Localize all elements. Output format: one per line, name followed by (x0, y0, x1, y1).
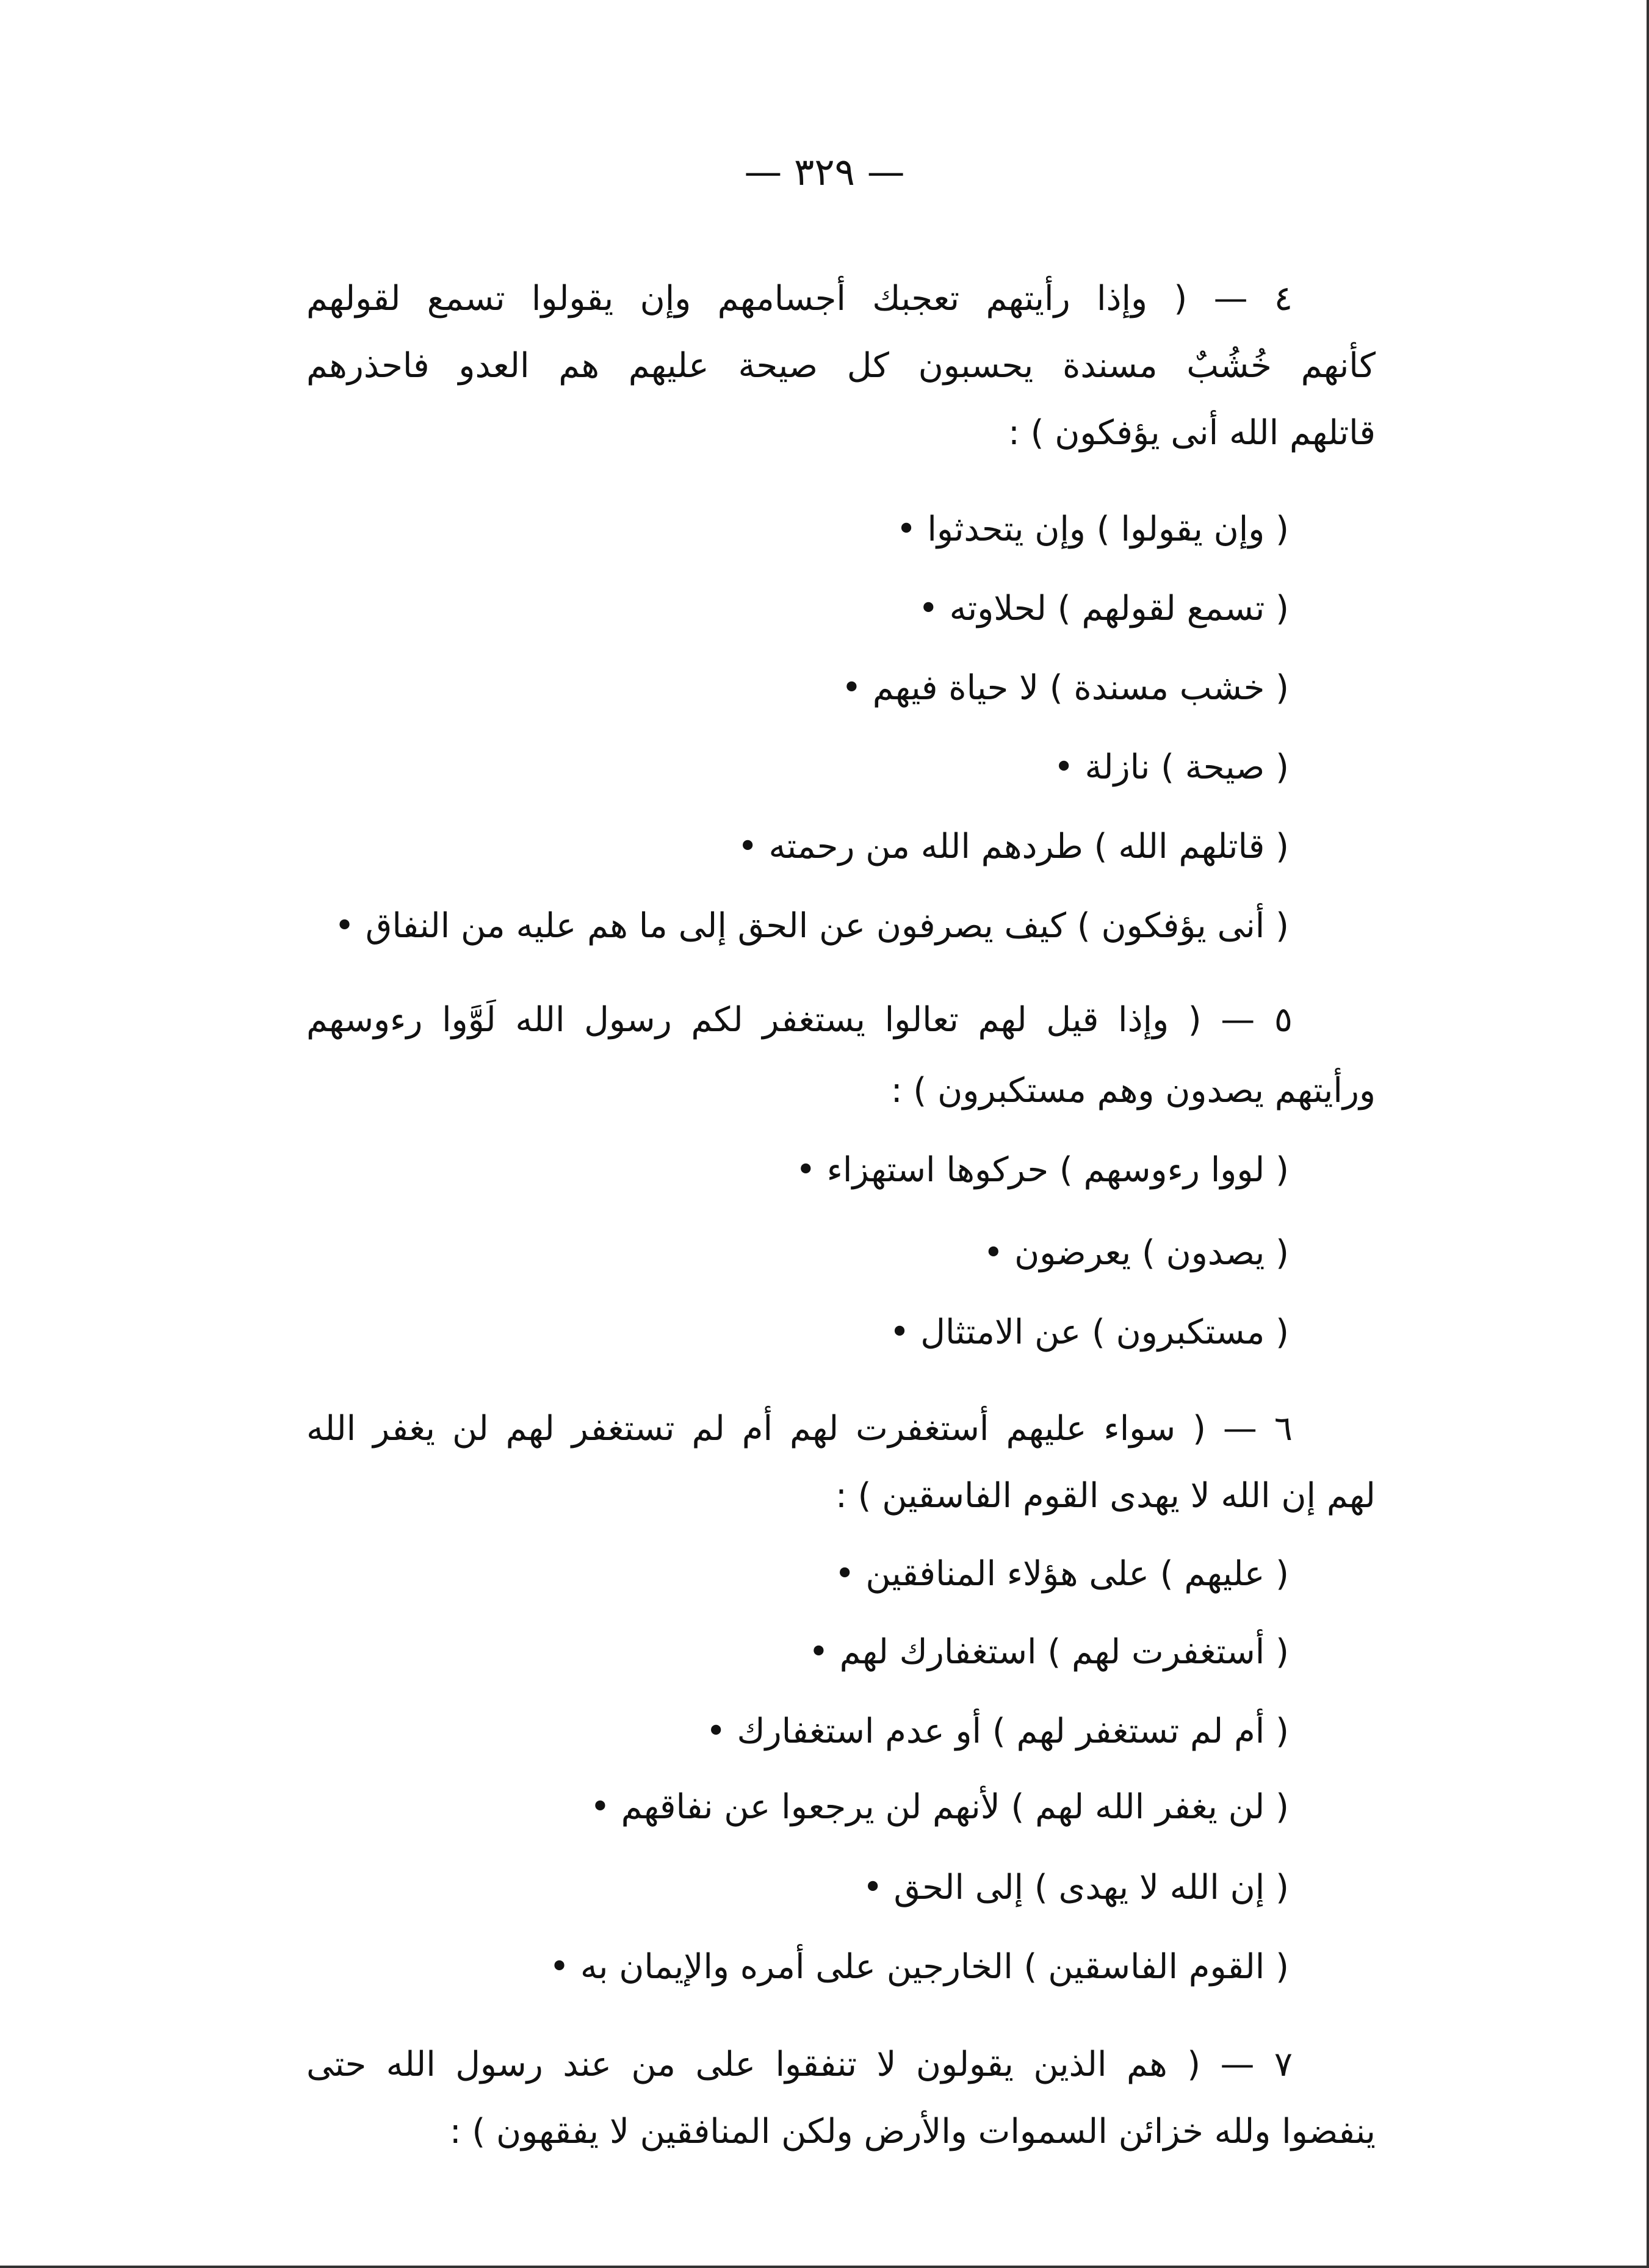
gloss-line: ( قاتلهم الله ) طردهم الله من رحمته • (737, 827, 1289, 866)
gloss-line: ( القوم الفاسقين ) الخارجين على أمره والإيمان به • (549, 1947, 1289, 1987)
gloss-line: ( لن يغفر الله لهم ) لأنهم لن يرجعوا عن نفاقهم • (590, 1787, 1289, 1827)
gloss-line: ( لووا رءوسهم ) حركوها استهزاء • (795, 1150, 1289, 1190)
verse-7-line-2: ينفضوا ولله خزائن السموات والأرض ولكن المنافقين لا يفقهون ) : (449, 2112, 1376, 2151)
gloss-line: ( أنى يؤفكون ) كيف يصرفون عن الحق إلى ما هم عليه من النفاق • (334, 906, 1289, 946)
verse-6-line-2: لهم إن الله لا يهدى القوم الفاسقين ) : (835, 1476, 1376, 1516)
gloss-line: ( وإن يقولوا ) وإن يتحدثوا • (896, 509, 1289, 549)
verse-5-line-1: ٥ — ( وإذا قيل لهم تعالوا يستغفر لكم رسول الله لَوَّوا رءوسهم (306, 1000, 1293, 1040)
verse-5-line-2: ورأيتهم يصدون وهم مستكبرون ) : (890, 1071, 1376, 1111)
verse-4-line-2: كأنهم خُشُبٌ مسندة يحسبون كل صيحة عليهم هم العدو فاحذرهم (306, 346, 1376, 386)
gloss-line: ( خشب مسندة ) لا حياة فيهم • (841, 668, 1289, 708)
gloss-line: ( أم لم تستغفر لهم ) أو عدم استغفارك • (705, 1712, 1289, 1751)
verse-4-line-3: قاتلهم الله أنى يؤفكون ) : (1008, 413, 1376, 453)
gloss-line: ( تسمع لقولهم ) لحلاوته • (918, 589, 1289, 628)
gloss-line: ( أستغفرت لهم ) استغفارك لهم • (808, 1632, 1289, 1672)
gloss-line: ( صيحة ) نازلة • (1053, 747, 1289, 787)
gloss-line: ( يصدون ) يعرضون • (983, 1233, 1289, 1273)
verse-7-line-1: ٧ — ( هم الذين يقولون لا تنفقوا على من عند رسول الله حتى (306, 2045, 1293, 2084)
gloss-line: ( إن الله لا يهدى ) إلى الحق • (862, 1868, 1289, 1907)
gloss-line: ( مستكبرون ) عن الامتثال • (889, 1312, 1289, 1352)
page-number: — ٣٢٩ — (744, 149, 905, 194)
verse-6-line-1: ٦ — ( سواء عليهم أستغفرت لهم أم لم تستغفر لهم لن يغفر الله (306, 1409, 1293, 1449)
verse-4-line-1: ٤ — ( وإذا رأيتهم تعجبك أجسامهم وإن يقولوا تسمع لقولهم (306, 279, 1293, 319)
gloss-line: ( عليهم ) على هؤلاء المنافقين • (834, 1554, 1289, 1594)
